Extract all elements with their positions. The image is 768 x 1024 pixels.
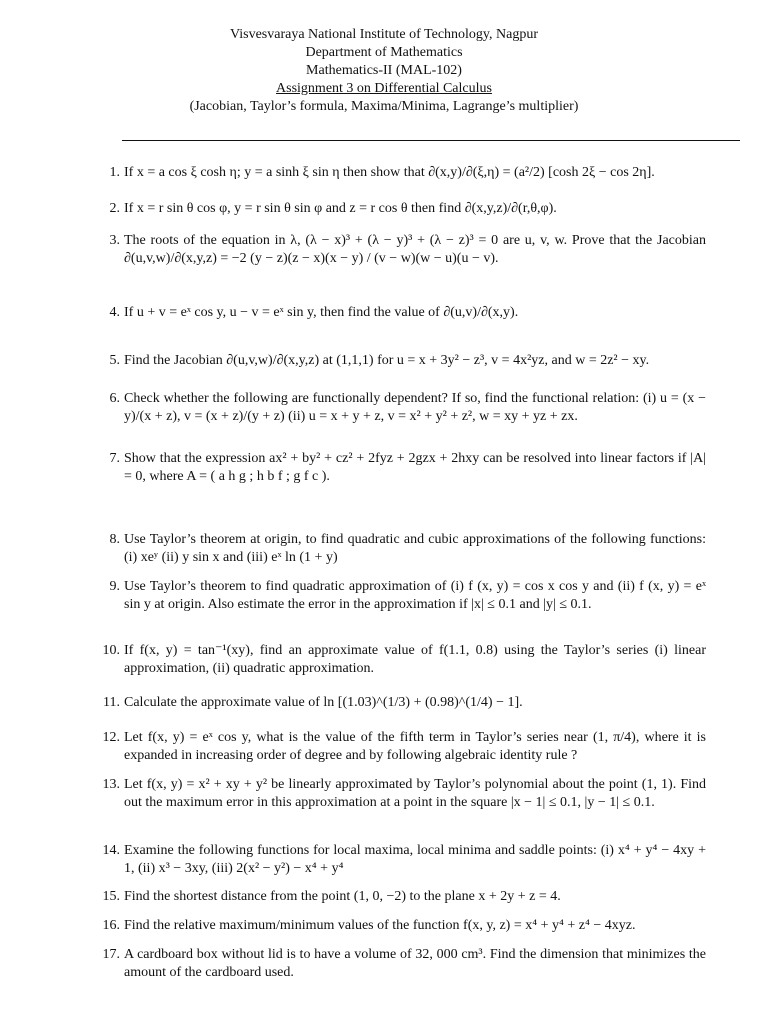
document-header	[0, 26, 768, 116]
problem-text: Let f(x, y) = eˣ cos y, what is the value of the fifth term in Taylor’s series near (1, π/4), where it is expanded in increasing order of degree and by following algebraic identity rule ?	[124, 730, 706, 763]
problem-text: If x = r sin θ cos φ, y = r sin θ sin φ and z = r cos θ then find ∂(x,y,z)/∂(r,θ,φ).	[124, 201, 557, 216]
problem-text: Use Taylor’s theorem to find quadratic approximation of (i) f (x, y) = cos x cos y and (ii) f (x, y) = eˣ sin y at origin. Also estimate the error in the approximation if |x| ≤ 0.1 and |y| ≤ 0.1.	[124, 579, 706, 612]
problem-text: A cardboard box without lid is to have a volume of 32, 000 cm³. Find the dimension that minimizes the amount of the cardboard used.	[124, 947, 706, 980]
problem-number: 9.	[109, 579, 120, 594]
problem-number: 14.	[102, 843, 120, 858]
problem-number: 10.	[102, 643, 120, 658]
institute-name: Visvesvaraya National Institute of Technology, Nagpur	[229, 27, 539, 42]
problem-text: Use Taylor’s theorem at origin, to find quadratic and cubic approximations of the following functions: (i) xeʸ (ii) y sin x and (iii) eˣ ln (1 + y)	[124, 532, 706, 565]
problem-text: Let f(x, y) = x² + xy + y² be linearly approximated by Taylor’s polynomial about the point (1, 1). Find out the maximum error in this approximation at a point in the square |x − 1| ≤ 0.1, |y − 1| ≤ 0.1.	[124, 777, 706, 810]
problem-number: 11.	[103, 695, 120, 710]
problem-text: Find the Jacobian ∂(u,v,w)/∂(x,y,z) at (1,1,1) for u = x + 3y² − z³, v = 4x²yz, and w = 2z² − xy.	[124, 353, 650, 368]
problem-number: 8.	[109, 532, 120, 547]
problem-number: 5.	[109, 353, 120, 368]
problem-text: Find the relative maximum/minimum values of the function f(x, y, z) = x⁴ + y⁴ + z⁴ − 4xyz.	[124, 918, 636, 933]
problem-text: If f(x, y) = tan⁻¹(xy), find an approximate value of f(1.1, 0.8) using the Taylor’s series (i) linear approximation, (ii) quadratic approximation.	[124, 643, 706, 676]
problem-number: 12.	[102, 730, 120, 745]
problem-text: If u + v = eˣ cos y, u − v = eˣ sin y, then find the value of ∂(u,v)/∂(x,y).	[124, 305, 519, 320]
problem-number: 3.	[109, 233, 120, 248]
problem-number: 15.	[102, 889, 120, 904]
problem-number: 7.	[109, 451, 120, 466]
problem-number: 6.	[109, 391, 120, 406]
assignment-topics: (Jacobian, Taylor’s formula, Maxima/Minima, Lagrange’s multiplier)	[189, 99, 579, 114]
problem-number: 13.	[102, 777, 120, 792]
problem-number: 17.	[102, 947, 120, 962]
problem-text: Calculate the approximate value of ln [(1.03)^(1/3) + (0.98)^(1/4) − 1].	[124, 695, 523, 710]
problem-text: Check whether the following are functionally dependent? If so, find the functional relation: (i) u = (x − y)/(x + z), v = (x + z)/(y + z) (ii) u = x + y + z, v = x² + y² + z², w = xy + yz + zx.	[124, 391, 706, 424]
problem-number: 4.	[109, 305, 120, 320]
problem-text: The roots of the equation in λ, (λ − x)³ + (λ − y)³ + (λ − z)³ = 0 are u, v, w. Prove that the Jacobian ∂(u,v,w)/∂(x,y,z) = −2 (y − z)(z − x)(x − y) / (v − w)(w − u)(u − v).	[124, 233, 706, 266]
assignment-title: Assignment 3 on Differential Calculus	[276, 81, 492, 96]
problem-number: 2.	[109, 201, 120, 216]
department-name: Department of Mathematics	[305, 45, 463, 60]
problem-text: If x = a cos ξ cosh η; y = a sinh ξ sin η then show that ∂(x,y)/∂(ξ,η) = (a²/2) [cosh 2ξ − cos 2η].	[124, 165, 655, 180]
problem-number: 16.	[102, 918, 120, 933]
problem-number: 1.	[109, 165, 120, 180]
problem-text: Show that the expression ax² + by² + cz² + 2fyz + 2gzx + 2hxy can be resolved into linear factors if |A| = 0, where A = ( a h g ; h b f ; g f c ).	[124, 451, 706, 484]
problem-text: Examine the following functions for local maxima, local minima and saddle points: (i) x⁴ + y⁴ − 4xy + 1, (ii) x³ − 3xy, (iii) 2(x² − y²) − x⁴ + y⁴	[124, 843, 706, 876]
header-divider	[122, 140, 740, 141]
course-title: Mathematics-II (MAL-102)	[306, 63, 462, 78]
problem-text: Find the shortest distance from the point (1, 0, −2) to the plane x + 2y + z = 4.	[124, 889, 561, 904]
